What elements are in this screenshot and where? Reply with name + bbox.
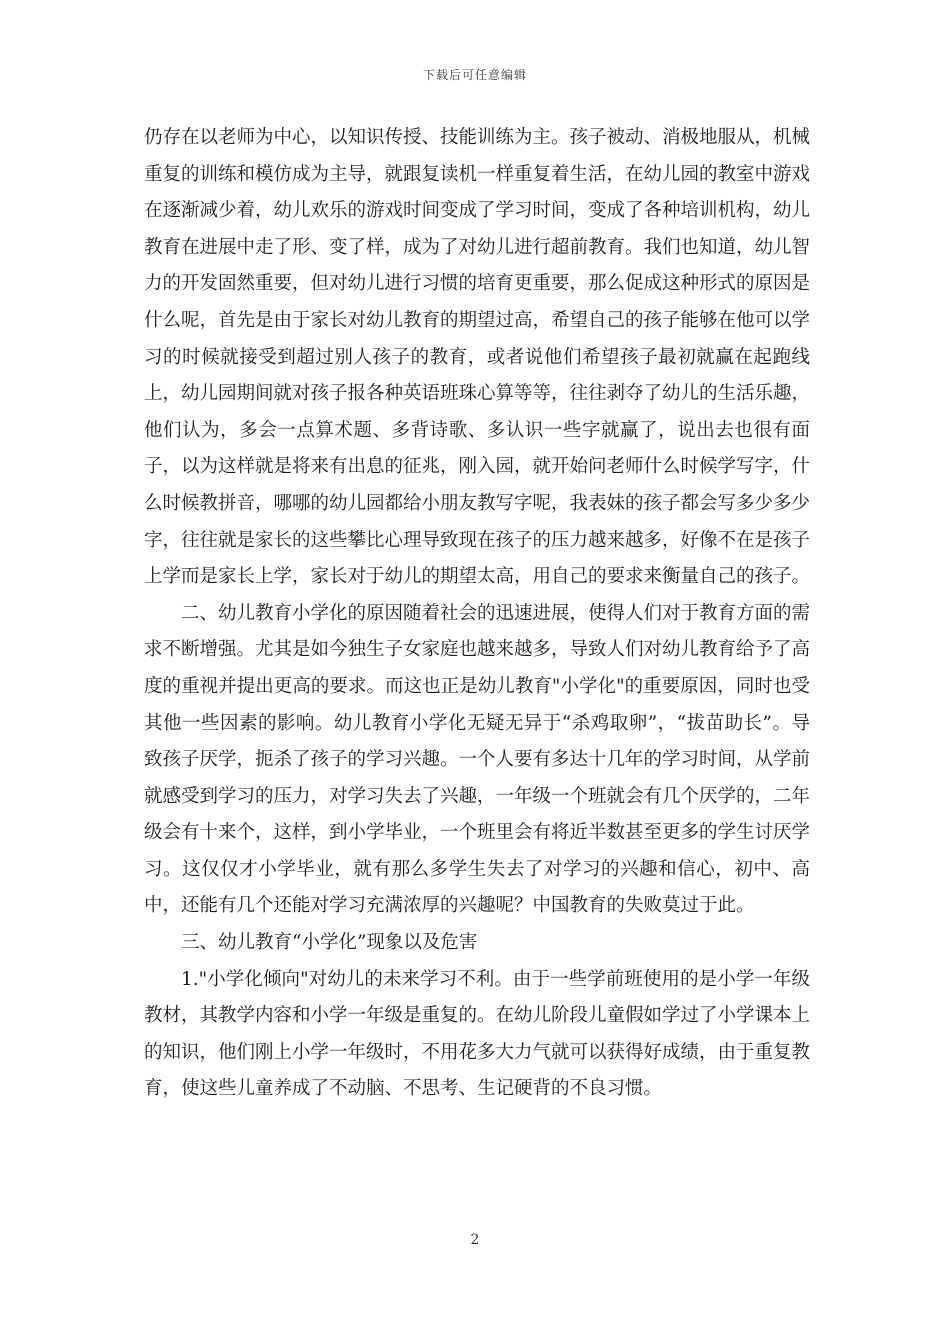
paragraph-section-two: 二、幼儿教育小学化的原因随着社会的迅速进展，使得人们对于教育方面的需求不断增强。尤其是如今独生子女家庭也越来越多，导致人们对幼儿教育给予了高度的重视并提出更高的要求。而这也正是幼儿教育"小学化"的重要原因，同时也受其他一些因素的影响。幼儿教育小学化无疑无异于“杀鸡取卵”，“拔苗助长”。导致孩子厌学，扼杀了孩子的学习兴趣。一个人要有多达十几年的学习时间，从学前就感受到学习的压力，对学习失去了兴趣，一年级一个班就会有几个厌学的，二年级会有十来个，这样，到小学毕业，一个班里会有将近半数甚至更多的学生讨厌学习。这仅仅才小学毕业，就有那么多学生失去了对学习的兴趣和信心，初中、高中，还能有几个还能对学习充满浓厚的兴趣呢？中国教育的失败莫过于此。: [144, 602, 811, 917]
page-header: 下载后可任意编辑: [422, 68, 527, 82]
document-body: [144, 120, 810, 1108]
paragraph-point-one: 1."小学化倾向"对幼儿的未来学习不利。由于一些学前班使用的是小学一年级教材，其教学内容和小学一年级是重复的。在幼儿阶段儿童假如学过了小学课本上的知识，他们刚上小学一年级时，不用花多大力气就可以获得好成绩，由于重复教育，使这些儿童养成了不动脑、不思考、生记硬背的不良习惯。: [144, 968, 811, 1100]
section-heading-three: 三、幼儿教育“小学化”现象以及危害: [181, 932, 478, 954]
paragraph-continuation: 仍存在以老师为中心，以知识传授、技能训练为主。孩子被动、消极地服从，机械重复的训练和模仿成为主导，就跟复读机一样重复着生活，在幼儿园的教室中游戏在逐渐减少着，幼儿欢乐的游戏时间变成了学习时间，变成了各种培训机构，幼儿教育在进展中走了形、变了样，成为了对幼儿进行超前教育。我们也知道，幼儿智力的开发固然重要，但对幼儿进行习惯的培育更重要，那么促成这种形式的原因是什么呢，首先是由于家长对幼儿教育的期望过高，希望自己的孩子能够在他可以学习的时候就接受到超过别人孩子的教育，或者说他们希望孩子最初就赢在起跑线上，幼儿园期间就对孩子报各种英语班珠心算等等，往往剥夺了幼儿的生活乐趣，他们认为，多会一点算术题、多背诗歌、多认识一些字就赢了，说出去也很有面子，以为这样就是将来有出息的征兆，刚入园，就开始问老师什么时候学写字，什么时候教拼音，哪哪的幼儿园都给小朋友教写字呢，我表妹的孩子都会写多少多少字，往往就是家长的这些攀比心理导致现在孩子的压力越来越多，好像不在是孩子上学而是家长上学，家长对于幼儿的期望太高，用自己的要求来衡量自己的孩子。: [144, 127, 811, 588]
page-number: 2: [470, 1232, 480, 1248]
